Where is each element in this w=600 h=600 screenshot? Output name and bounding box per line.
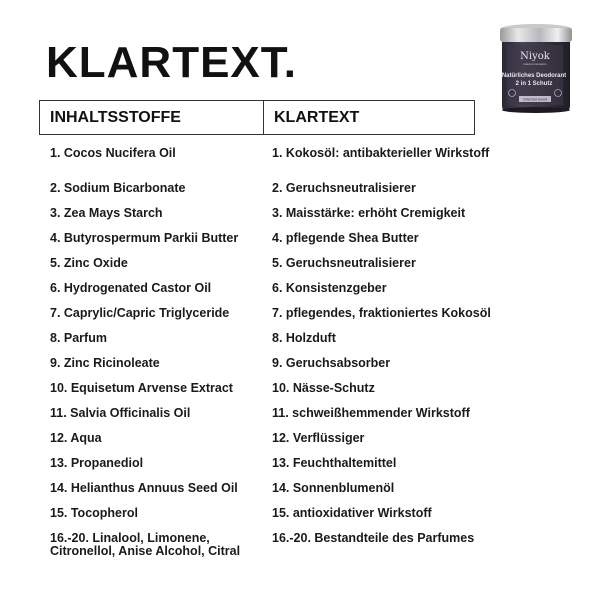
ingredient-meaning: 3. Maisstärke: erhöht Cremigkeit: [272, 206, 466, 220]
ingredient-name: 12. Aqua: [50, 431, 102, 445]
ingredient-name: 16.-20. Linalool, Limonene, Citronellol, Anise Alcohol, Citral: [50, 531, 241, 558]
ingredient-name: 1. Cocos Nucifera Oil: [50, 146, 176, 160]
ingredient-name: 5. Zinc Oxide: [50, 256, 128, 270]
table-row: [50, 282, 520, 307]
table-row: [50, 507, 520, 532]
table-row: [50, 232, 520, 257]
ingredient-meaning: 12. Verflüssiger: [272, 431, 365, 445]
ingredient-meaning: 13. Feuchthaltemittel: [272, 456, 397, 470]
table-row: [50, 257, 520, 282]
table-row: [50, 332, 520, 357]
jar-name-line1: Natürliches Deodorant: [501, 73, 567, 79]
ingredient-name: 13. Propanediol: [50, 456, 144, 470]
jar-name-line2: 2 in 1 Schutz: [515, 81, 553, 87]
table-row: [50, 207, 520, 232]
ingredient-meaning: 5. Geruchsneutralisierer: [272, 256, 416, 270]
table-header: [39, 100, 475, 135]
table-row: [50, 532, 520, 562]
ingredient-meaning: 14. Sonnenblumenöl: [272, 481, 395, 495]
header-ingredients: INHALTSSTOFFE: [40, 101, 264, 134]
deodorant-jar-image: [497, 22, 575, 114]
ingredient-name: 14. Helianthus Annuus Seed Oil: [50, 481, 238, 495]
table-row: [50, 457, 520, 482]
table-row: [50, 182, 520, 207]
table-row: [50, 382, 520, 407]
ingredient-meaning: 11. schweißhemmender Wirkstoff: [272, 406, 470, 420]
ingredient-name: 8. Parfum: [50, 331, 107, 345]
table-row: [50, 357, 520, 382]
ingredient-meaning: 2. Geruchsneutralisierer: [272, 181, 416, 195]
table-row: [50, 147, 520, 182]
ingredient-meaning: 7. pflegendes, fraktioniertes Kokosöl: [272, 306, 491, 320]
jar-brand: Niyok: [520, 51, 550, 62]
ingredient-list: [50, 147, 520, 562]
ingredient-name: 9. Zinc Ricinoleate: [50, 356, 160, 370]
table-row: [50, 307, 520, 332]
ingredient-meaning: 16.-20. Bestandteile des Parfumes: [272, 531, 475, 545]
ingredient-name: 10. Equisetum Arvense Extract: [50, 381, 233, 395]
ingredient-meaning: 10. Nässe-Schutz: [272, 381, 375, 395]
ingredient-meaning: 15. antioxidativer Wirkstoff: [272, 506, 432, 520]
ingredient-meaning: 9. Geruchsabsorber: [272, 356, 391, 370]
table-row: [50, 432, 520, 457]
ingredient-name: 3. Zea Mays Starch: [50, 206, 163, 220]
ingredient-meaning: 6. Konsistenzgeber: [272, 281, 387, 295]
ingredient-name: 15. Tocopherol: [50, 506, 138, 520]
ingredient-meaning: 8. Holzduft: [272, 331, 336, 345]
header-klartext: KLARTEXT: [274, 108, 360, 126]
jar-variant: Oriental wood: [522, 96, 548, 102]
ingredient-name: 4. Butyrospermum Parkii Butter: [50, 231, 239, 245]
page-title: KLARTEXT.: [46, 38, 297, 87]
table-row: [50, 482, 520, 507]
ingredient-name: 7. Caprylic/Capric Triglyceride: [50, 306, 230, 320]
ingredient-name: 6. Hydrogenated Castor Oil: [50, 281, 212, 295]
ingredient-name: 2. Sodium Bicarbonate: [50, 181, 186, 195]
ingredient-name: 11. Salvia Officinalis Oil: [50, 406, 191, 420]
ingredient-meaning: 1. Kokosöl: antibakterieller Wirkstoff: [272, 146, 490, 160]
table-row: [50, 407, 520, 432]
ingredient-meaning: 4. pflegende Shea Butter: [272, 231, 419, 245]
jar-tagline: natural cosmetics: [523, 62, 547, 66]
